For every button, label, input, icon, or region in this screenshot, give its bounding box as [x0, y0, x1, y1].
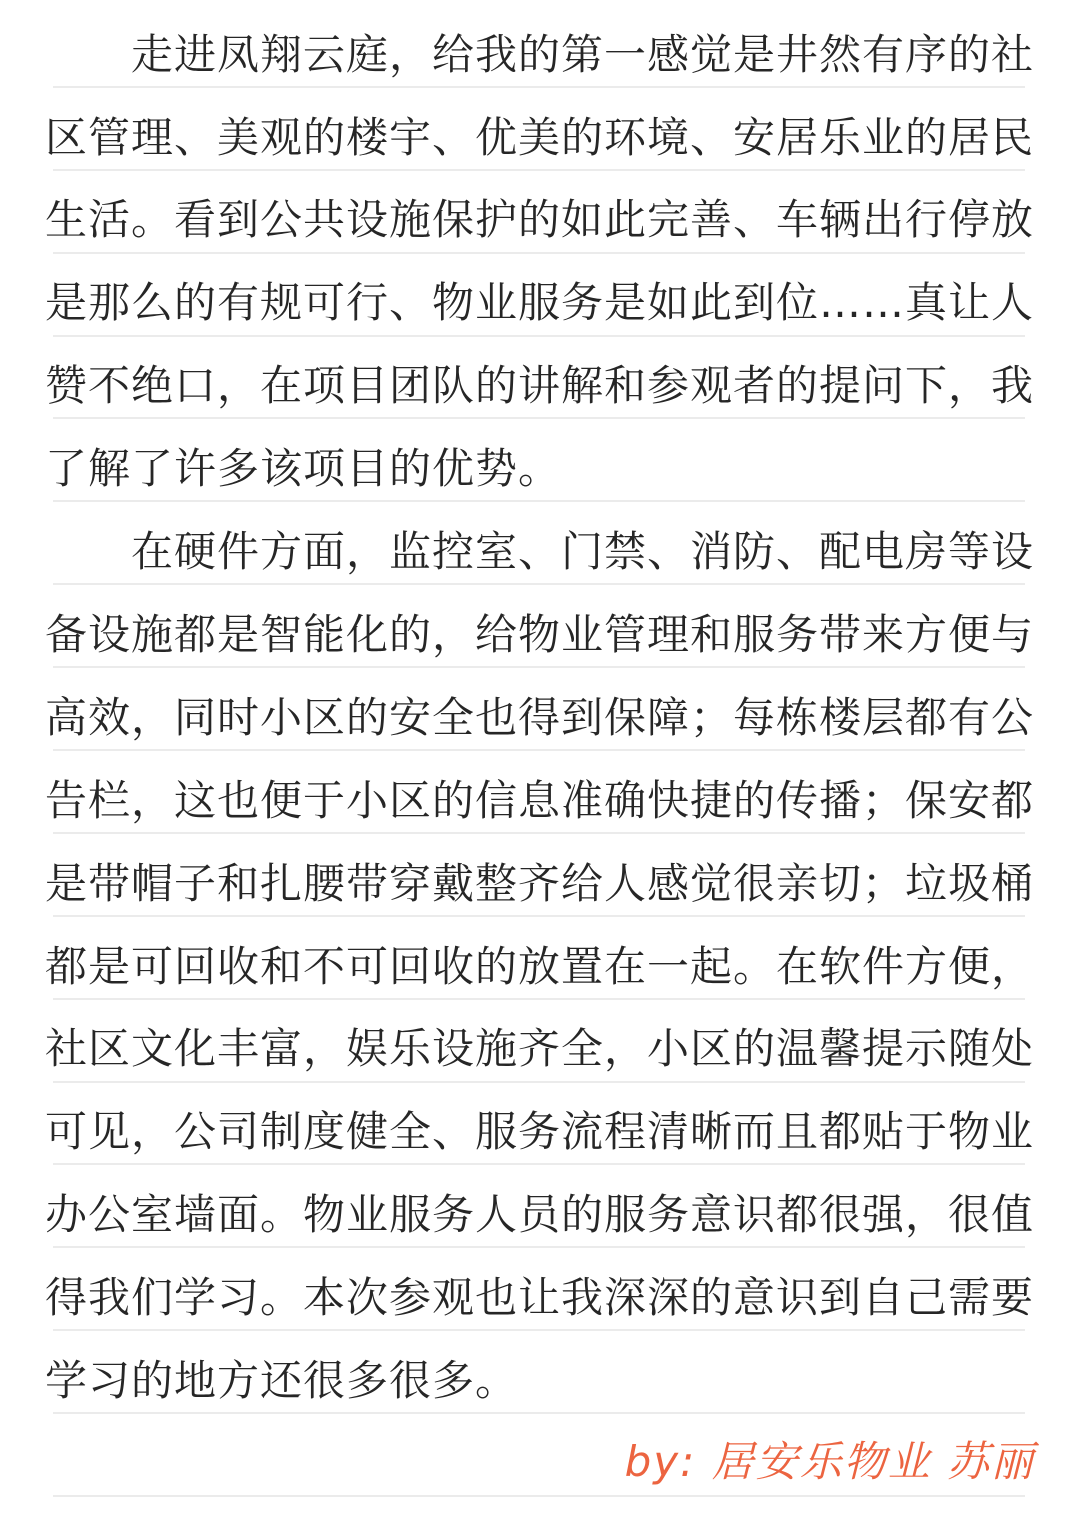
text-line-content: 赞不绝口，在项目团队的讲解和参观者的提问下，我: [45, 361, 1035, 411]
signature: by: 居安乐物业 苏丽: [624, 1436, 1035, 1486]
text-line-content: 得我们学习。本次参观也让我深深的意识到自己需要: [45, 1273, 1035, 1323]
text-line: [0, 751, 1080, 834]
text-line: [0, 585, 1080, 668]
text-line: [0, 171, 1080, 254]
text-line-content: 走进凤翔云庭，给我的第一感觉是井然有序的社: [131, 29, 1035, 79]
text-line: [0, 834, 1080, 917]
text-line: [0, 1083, 1080, 1166]
text-line-content: 区管理、美观的楼宇、优美的环境、安居乐业的居民: [45, 112, 1035, 162]
text-line: [0, 1248, 1080, 1331]
text-line-content: 高效，同时小区的安全也得到保障；每栋楼层都有公: [45, 692, 1035, 742]
text-line: [0, 1165, 1080, 1248]
text-line: [0, 419, 1080, 502]
text-line: [0, 917, 1080, 1000]
text-line-content: 社区文化丰富，娱乐设施齐全，小区的温馨提示随处: [45, 1024, 1035, 1074]
text-line-content: 是带帽子和扎腰带穿戴整齐给人感觉很亲切；垃圾桶: [45, 858, 1035, 908]
text-line: [0, 1331, 1080, 1414]
text-line-content: 备设施都是智能化的，给物业管理和服务带来方便与: [45, 609, 1035, 659]
text-line-content: 生活。看到公共设施保护的如此完善、车辆出行停放: [45, 195, 1035, 245]
text-line: [0, 337, 1080, 420]
ruled-text-area: [0, 5, 1080, 1497]
text-line-content: 是那么的有规可行、物业服务是如此到位……真让人: [45, 278, 1035, 328]
text-line: [0, 668, 1080, 751]
text-line-content: 告栏，这也便于小区的信息准确快捷的传播；保安都: [45, 775, 1035, 825]
text-line-content: 在硬件方面，监控室、门禁、消防、配电房等设: [131, 527, 1035, 577]
text-line-content: 都是可回收和不可回收的放置在一起。在软件方便，: [45, 941, 1035, 991]
text-line-content: 可见，公司制度健全、服务流程清晰而且都贴于物业: [45, 1107, 1035, 1157]
text-line-content: 了解了许多该项目的优势。: [45, 444, 562, 494]
text-line: [0, 5, 1080, 88]
text-line-content: 学习的地方还很多很多。: [45, 1355, 519, 1405]
text-line-content: 办公室墙面。物业服务人员的服务意识都很强，很值: [45, 1190, 1035, 1240]
text-line: [0, 502, 1080, 585]
signature-line: [0, 1414, 1080, 1497]
text-line: [0, 88, 1080, 171]
text-line: [0, 254, 1080, 337]
text-line: [0, 1000, 1080, 1083]
